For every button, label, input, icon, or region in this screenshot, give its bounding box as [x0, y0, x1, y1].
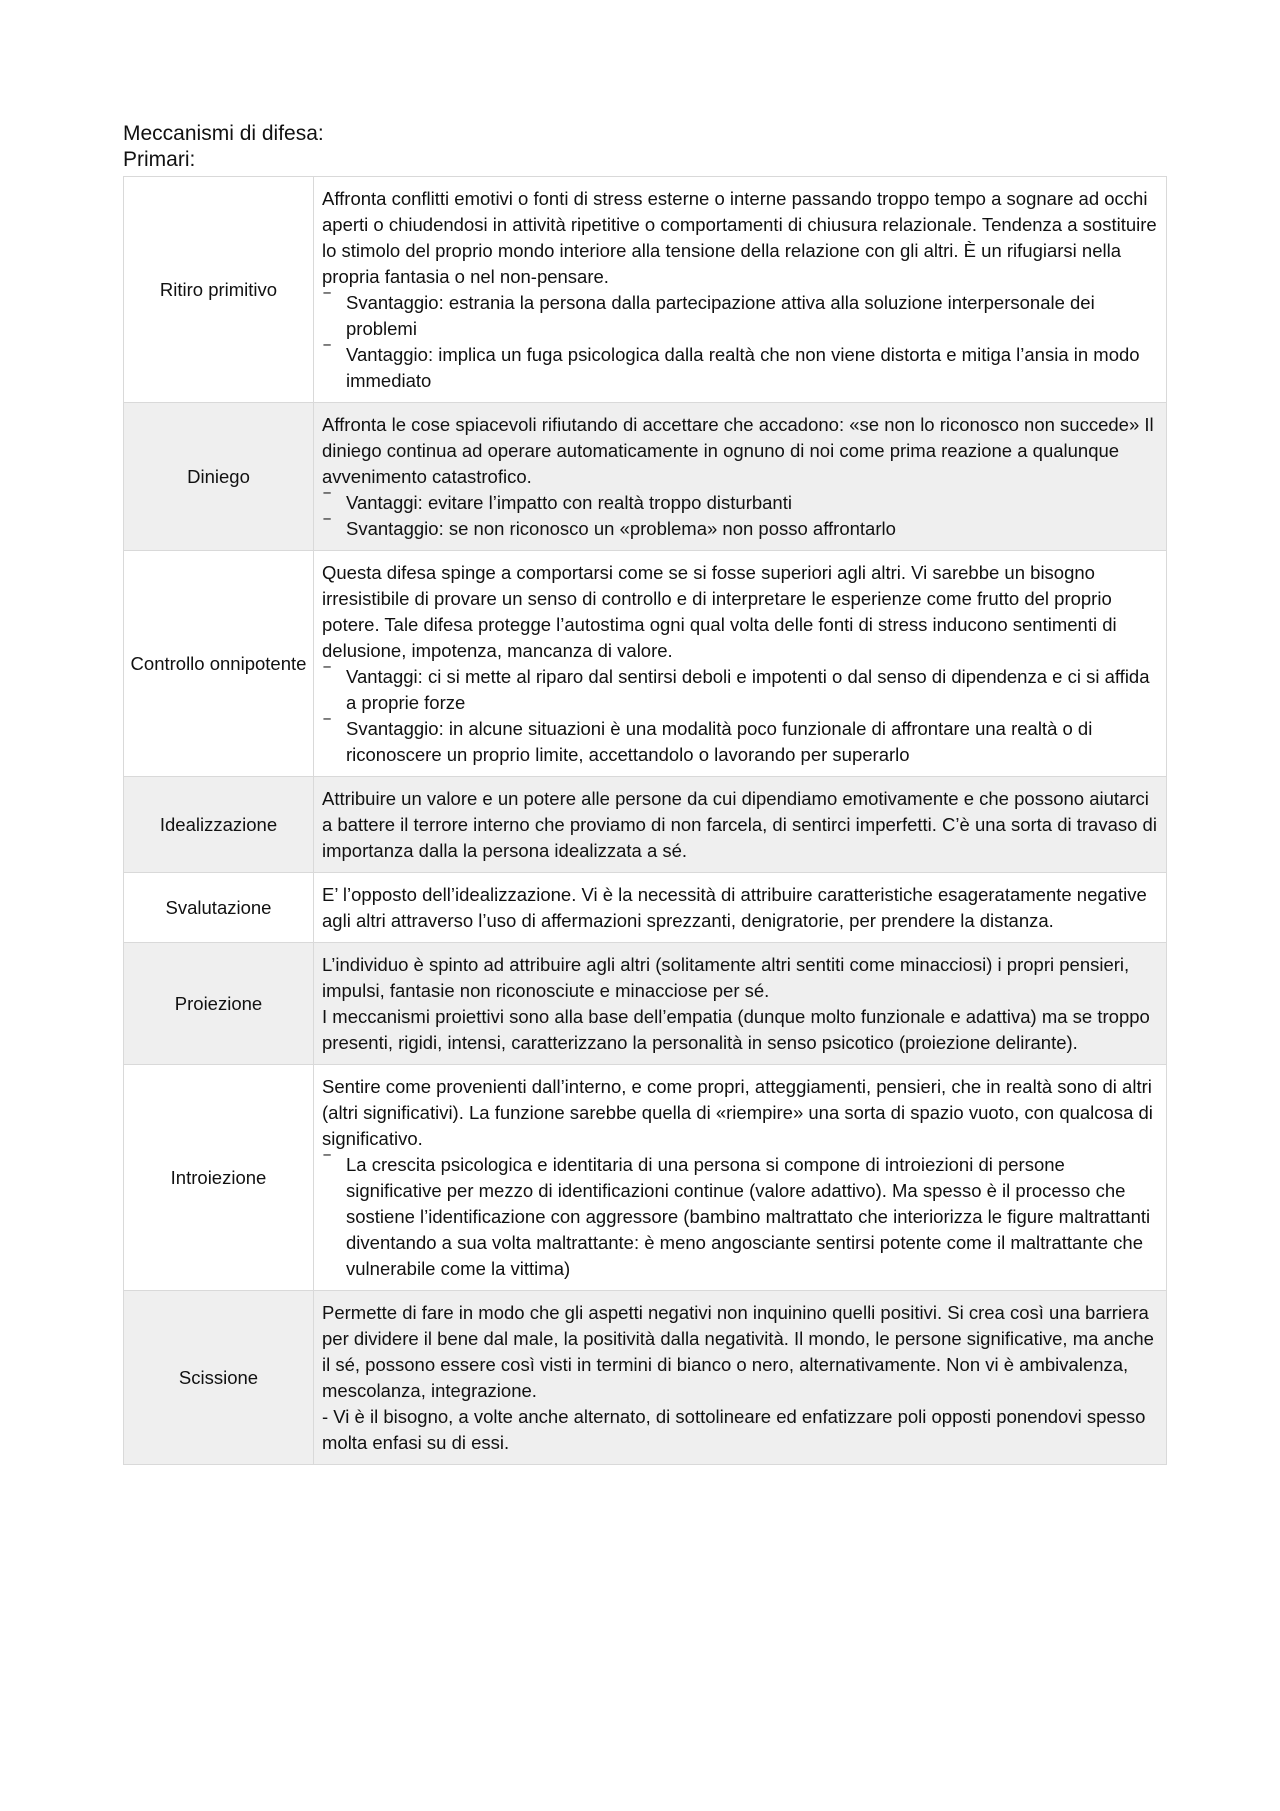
table-row [124, 403, 1167, 551]
description-paragraph: I meccanismi proiettivi sono alla base dell’empatia (dunque molto funzionale e adattiva) ma se troppo presenti, rigidi, intensi, caratterizzano la personalità in senso psicotico (proiezione delirante). [322, 1006, 1150, 1053]
document-page [123, 121, 1167, 1465]
table-row [124, 873, 1167, 943]
mechanism-name: Diniego [124, 403, 314, 551]
mechanism-name: Idealizzazione [124, 777, 314, 873]
description-paragraph: Sentire come provenienti dall’interno, e come propri, atteggiamenti, pensieri, che in realtà sono di altri (altri significativi). La funzione sarebbe quella di «riempire» una sorta di spazio vuoto, con qualcosa di significativo. [322, 1076, 1153, 1149]
mechanism-description [314, 873, 1167, 943]
defense-mechanisms-table [123, 176, 1167, 1465]
description-paragraph: L’individuo è spinto ad attribuire agli altri (solitamente altri sentiti come minacciosi) i propri pensieri, impulsi, fantasie non riconosciute e minacciose per sé. [322, 954, 1130, 1001]
bullet-item: ‾ Vantaggi: ci si mette al riparo dal sentirsi deboli e impotenti o dal senso di dipendenza e ci si affida a proprie forze [322, 664, 1158, 716]
section-subtitle: Primari: [123, 148, 196, 171]
bullet-list [322, 490, 1158, 542]
bullet-list [322, 290, 1158, 394]
table-row [124, 1065, 1167, 1291]
bullet-item: ‾ Vantaggi: evitare l’impatto con realtà troppo disturbanti [322, 490, 1158, 516]
mechanism-name: Svalutazione [124, 873, 314, 943]
table-body [124, 177, 1167, 1465]
bullet-item: ‾ Svantaggio: in alcune situazioni è una modalità poco funzionale di affrontare una realtà o di riconoscere un proprio limite, accettandolo o lavorando per superarlo [322, 716, 1158, 768]
mechanism-description [314, 1065, 1167, 1291]
mechanism-name: Introiezione [124, 1065, 314, 1291]
bullet-item: ‾ Svantaggio: se non riconosco un «problema» non posso affrontarlo [322, 516, 1158, 542]
mechanism-description [314, 777, 1167, 873]
document-title: Meccanismi di difesa: [123, 122, 324, 145]
description-paragraph: Permette di fare in modo che gli aspetti negativi non inquinino quelli positivi. Si crea così una barriera per dividere il bene dal male, la positività dalla negatività. Il mondo, le persone significative, ma anche il sé, possono essere così visti in termini di bianco o nero, alternativamente. Non vi è ambivalenza, mescolanza, integrazione. [322, 1302, 1154, 1401]
bullet-item: ‾ Vantaggio: implica un fuga psicologica dalla realtà che non viene distorta e mitiga l’ansia in modo immediato [322, 342, 1158, 394]
table-row [124, 177, 1167, 403]
description-paragraph: Questa difesa spinge a comportarsi come se si fosse superiori agli altri. Vi sarebbe un bisogno irresistibile di provare un senso di controllo e di interpretare le esperienze come frutto del proprio potere. Tale difesa protegge l’autostima ogni qual volta delle fonti di stress inducono sentimenti di delusione, impotenza, mancanza di valore. [322, 562, 1117, 661]
table-row [124, 1291, 1167, 1465]
mechanism-name: Proiezione [124, 943, 314, 1065]
description-paragraph: Affronta le cose spiacevoli rifiutando di accettare che accadono: «se non lo riconosco non succede» Il diniego continua ad operare automaticamente in ognuno di noi come prima reazione a qualunque avvenimento catastrofico. [322, 414, 1154, 487]
description-paragraph: E’ l’opposto dell’idealizzazione. Vi è la necessità di attribuire caratteristiche esageratamente negative agli altri attraverso l’uso di affermazioni sprezzanti, denigratorie, per prendere la distanza. [322, 884, 1147, 931]
mechanism-name: Controllo onnipotente [124, 551, 314, 777]
mechanism-name: Scissione [124, 1291, 314, 1465]
bullet-list [322, 664, 1158, 768]
mechanism-description [314, 1291, 1167, 1465]
description-paragraph: - Vi è il bisogno, a volte anche alternato, di sottolineare ed enfatizzare poli opposti ponendovi spesso molta enfasi su di essi. [322, 1406, 1146, 1453]
mechanism-description [314, 551, 1167, 777]
bullet-list [322, 1152, 1158, 1282]
table-row [124, 551, 1167, 777]
table-row [124, 777, 1167, 873]
description-paragraph: Affronta conflitti emotivi o fonti di stress esterne o interne passando troppo tempo a sognare ad occhi aperti o chiudendosi in attività ripetitive o comportamenti di chiusura relazionale. Tendenza a sostituire lo stimolo del proprio mondo interiore alla tensione della relazione con gli altri. È un rifugiarsi nella propria fantasia o nel non-pensare. [322, 188, 1157, 287]
mechanism-description [314, 943, 1167, 1065]
mechanism-description [314, 403, 1167, 551]
table-row [124, 943, 1167, 1065]
description-paragraph: Attribuire un valore e un potere alle persone da cui dipendiamo emotivamente e che possono aiutarci a battere il terrore interno che proviamo di non farcela, di sentirci imperfetti. C’è una sorta di travaso di importanza dalla la persona idealizzata a sé. [322, 788, 1157, 861]
bullet-item: ‾ La crescita psicologica e identitaria di una persona si compone di introiezioni di persone significative per mezzo di identificazioni continue (valore adattivo). Ma spesso è il processo che sostiene l’identificazione con aggressore (bambino maltrattato che interiorizza le figure maltrattanti diventando a sua volta maltrattante: è meno angosciante sentirsi potente come il maltrattante che vulnerabile come la vittima) [322, 1152, 1158, 1282]
mechanism-description [314, 177, 1167, 403]
bullet-item: ‾ Svantaggio: estrania la persona dalla partecipazione attiva alla soluzione interpersonale dei problemi [322, 290, 1158, 342]
mechanism-name: Ritiro primitivo [124, 177, 314, 403]
